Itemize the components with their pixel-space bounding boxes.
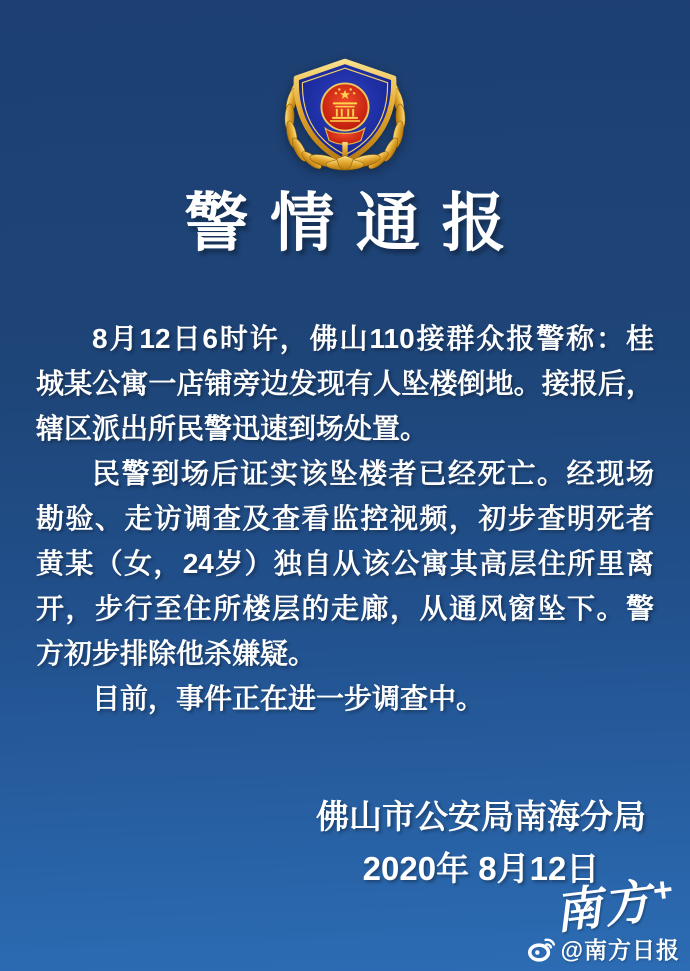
body-line: 黄某（女，24岁）独自从该公寓其高层住所里离	[36, 548, 654, 579]
body-line: 民警到场后证实该坠楼者已经死亡。经现场	[92, 458, 654, 489]
paragraph-3	[36, 676, 654, 721]
watermark	[528, 870, 680, 965]
brand-text: 南方	[551, 873, 655, 939]
credit-text: @南方日报	[560, 937, 680, 963]
plus-sign: +	[650, 870, 675, 911]
body-line: 8月12日6时许，佛山110接群众报警称：桂	[92, 323, 654, 354]
body-line: 方初步排除他杀嫌疑。	[36, 638, 317, 669]
notice-title: 警情通报	[184, 187, 528, 259]
paragraph-1	[36, 316, 654, 451]
body-line: 目前，事件正在进一步调查中。	[92, 683, 485, 714]
body-line: 城某公寓一店铺旁边发现有人坠楼倒地。接报后，	[36, 368, 654, 399]
paragraph-2	[36, 451, 654, 676]
body-line: 开，步行至住所楼层的走廊，从通风窗坠下。警	[36, 593, 654, 624]
issuer-name: 佛山市公安局南海分局	[316, 798, 646, 835]
notice-body	[36, 316, 654, 721]
body-line: 勘验、走访调查及查看监控视频，初步查明死者	[36, 503, 654, 534]
issue-date: 2020年 8月12日	[362, 850, 600, 887]
nanfang-plus-logo	[525, 870, 676, 940]
body-line: 辖区派出所民警迅速到场处置。	[36, 413, 429, 444]
police-badge-icon	[269, 46, 421, 171]
